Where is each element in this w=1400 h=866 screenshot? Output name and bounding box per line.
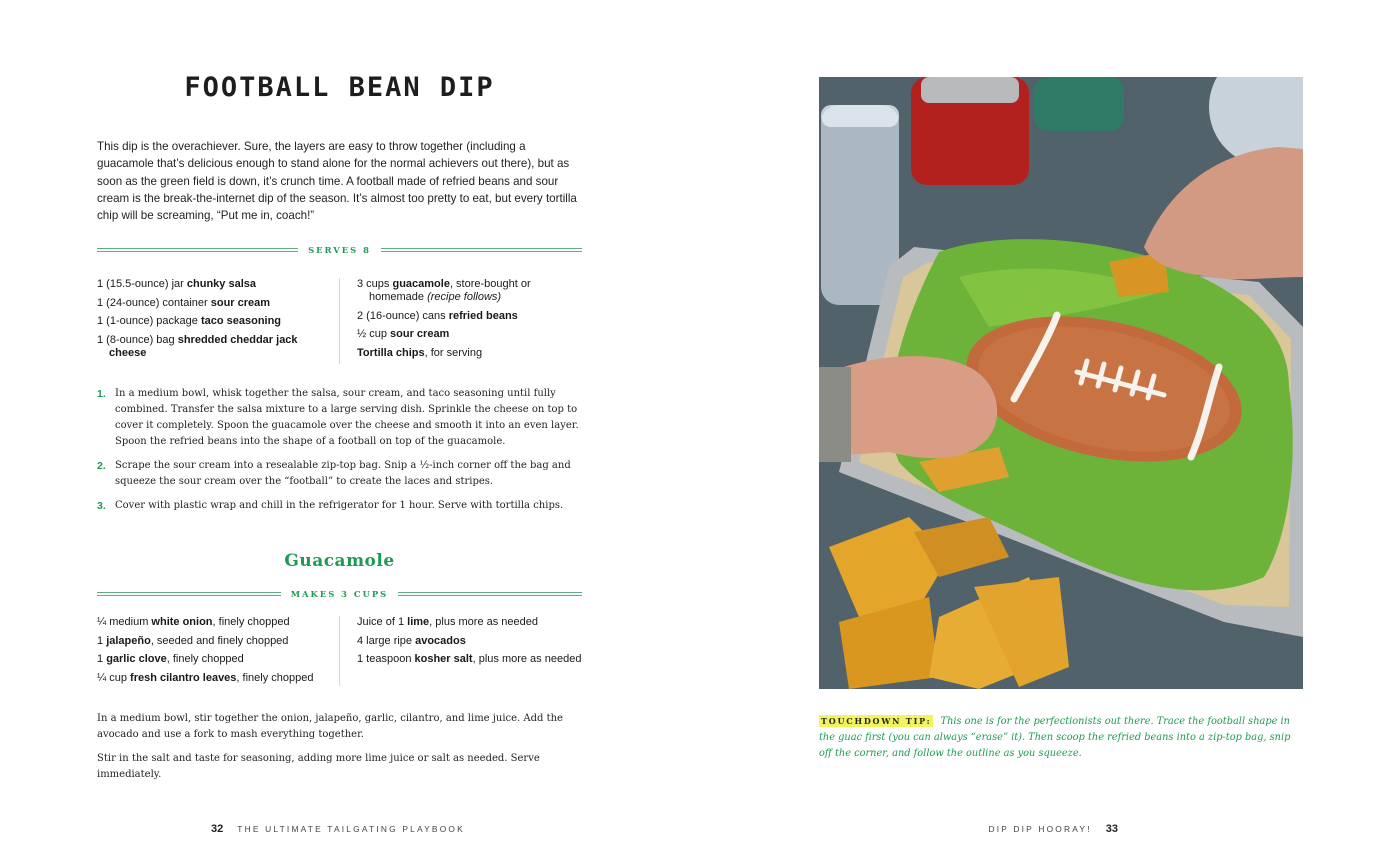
step-number: 2. bbox=[97, 460, 106, 472]
dip-ingredients bbox=[97, 278, 582, 364]
ingredient-item bbox=[97, 653, 331, 666]
step-text: Cover with plastic wrap and chill in the refrigerator for 1 hour. Serve with tortilla chips. bbox=[115, 500, 564, 511]
ingredient-item bbox=[357, 653, 582, 666]
divider-rule bbox=[97, 248, 298, 252]
divider-rule bbox=[398, 592, 582, 596]
ingredient-name: fresh cilantro leaves bbox=[130, 671, 237, 684]
recipe-intro: This dip is the overachiever. Sure, the layers are easy to throw together (including a guacamole that’s delicious enough to stand alone for the normal achievers out there), but as soon as the green field is down, it’s crunch time. A football made of refried beans and sour cream is the break-the-internet dip of the season. It’s almost too pretty to eat, but every tortilla chip will be screaming, “Put me in, coach!” bbox=[97, 140, 577, 223]
ingredient-quantity: 1 (24-ounce) container bbox=[97, 296, 211, 309]
ingredient-name: sour cream bbox=[210, 296, 271, 309]
ingredient-quantity: 2 (16-ounce) cans bbox=[357, 309, 449, 322]
ingredient-note: , plus more as needed bbox=[472, 653, 582, 665]
right-page bbox=[700, 0, 1400, 866]
ingredient-quantity: ¼ medium bbox=[97, 616, 152, 628]
ingredient-quantity: ½ cup bbox=[357, 328, 391, 340]
ingredient-item bbox=[357, 328, 582, 341]
ingredient-name: kosher salt bbox=[414, 653, 473, 665]
ingredient-name: Tortilla chips bbox=[357, 346, 425, 359]
page-number: 32 bbox=[211, 823, 224, 835]
ingredient-quantity: 1 (8-ounce) bag bbox=[97, 333, 178, 346]
ingredient-quantity: 3 cups bbox=[357, 278, 393, 290]
thermos-lid bbox=[921, 77, 1019, 103]
ingredient-item bbox=[97, 672, 331, 685]
step-number: 1. bbox=[97, 388, 106, 400]
ingredient-item bbox=[97, 616, 331, 629]
ingredient-quantity: 1 (15.5-ounce) jar bbox=[97, 278, 187, 290]
running-head: THE ULTIMATE TAILGATING PLAYBOOK bbox=[237, 824, 465, 834]
ingredient-item bbox=[97, 635, 331, 648]
ingredient-name: taco seasoning bbox=[200, 315, 282, 327]
ingredients-right-column bbox=[340, 278, 582, 364]
ingredient-italic-note: (recipe follows) bbox=[427, 291, 502, 303]
football-dip-photo bbox=[819, 77, 1303, 689]
guacamole-title: Guacamole bbox=[284, 551, 395, 571]
ingredient-name: refried beans bbox=[448, 309, 518, 322]
ingredient-quantity: Juice of 1 bbox=[357, 616, 408, 628]
divider-rule bbox=[381, 248, 582, 252]
ingredient-name: lime bbox=[407, 616, 430, 628]
method-paragraph: Stir in the salt and taste for seasoning, adding more lime juice or salt as needed. Serve immediately. bbox=[97, 753, 540, 780]
ingredient-name: garlic clove bbox=[106, 653, 167, 665]
ingredient-item bbox=[97, 334, 331, 360]
ingredient-note: , store-bought or homemade bbox=[369, 278, 531, 303]
running-head: DIP DIP HOORAY! bbox=[988, 824, 1092, 834]
guacamole-method bbox=[97, 711, 583, 791]
ingredient-item bbox=[357, 310, 582, 323]
left-folio bbox=[211, 823, 465, 835]
sweater-sleeve bbox=[819, 367, 851, 462]
guac-ingredients-left-column bbox=[97, 616, 340, 686]
ingredient-name: guacamole bbox=[392, 278, 450, 290]
ingredient-quantity: 1 bbox=[97, 634, 107, 647]
ingredients-left-column bbox=[97, 278, 340, 364]
cup-rim bbox=[821, 105, 899, 127]
ingredient-note: , finely chopped bbox=[236, 671, 314, 684]
makes-label: MAKES 3 CUPS bbox=[290, 589, 389, 599]
recipe-title: FOOTBALL BEAN DIP bbox=[184, 72, 495, 103]
ingredient-name: white onion bbox=[151, 616, 213, 628]
serves-label: SERVES 8 bbox=[308, 245, 371, 255]
touchdown-tip bbox=[819, 713, 1305, 762]
ingredient-item bbox=[97, 278, 331, 291]
divider-rule bbox=[97, 592, 281, 596]
step-text: In a medium bowl, whisk together the salsa, sour cream, and taco seasoning until fully combined. Transfer the salsa mixture to a large serving dish. Sprinkle the cheese on top to cover it completely. Spoon the guacamole over the cheese and smooth it into an even layer. Spoon the refried beans into the shape of a football on top of the guacamole. bbox=[115, 388, 579, 447]
serves-divider bbox=[97, 243, 582, 257]
ingredient-item bbox=[97, 297, 331, 310]
ingredient-name: chunky salsa bbox=[186, 278, 256, 290]
ingredient-note: , plus more as needed bbox=[429, 616, 539, 628]
right-folio bbox=[988, 823, 1118, 835]
ingredient-quantity: ¼ cup bbox=[97, 671, 131, 684]
ingredient-item bbox=[357, 278, 582, 304]
ingredient-item bbox=[97, 315, 331, 328]
guac-ingredients-right-column bbox=[340, 616, 582, 686]
method-paragraph: In a medium bowl, stir together the onion, jalapeño, garlic, cilantro, and lime juice. Add the avocado and use a fork to mash everything together. bbox=[97, 713, 563, 740]
makes-divider bbox=[97, 587, 582, 601]
ingredient-note: , seeded and finely chopped bbox=[150, 634, 289, 647]
ingredient-item bbox=[357, 635, 582, 648]
ingredient-quantity: 1 bbox=[97, 653, 107, 665]
recipe-step bbox=[97, 458, 583, 490]
ingredient-name: shredded cheddar jack cheese bbox=[109, 333, 298, 359]
ingredient-quantity: 1 teaspoon bbox=[357, 653, 415, 665]
recipe-step bbox=[97, 386, 583, 450]
ingredient-note: , finely chopped bbox=[212, 616, 290, 628]
page-number: 33 bbox=[1105, 823, 1118, 835]
recipe-steps bbox=[97, 386, 583, 522]
guacamole-ingredients bbox=[97, 616, 582, 686]
ingredient-name: jalapeño bbox=[106, 634, 151, 647]
step-number: 3. bbox=[97, 500, 106, 512]
ingredient-note: , finely chopped bbox=[166, 653, 244, 665]
tip-label: TOUCHDOWN TIP: bbox=[821, 716, 932, 726]
ingredient-note: , for serving bbox=[424, 346, 483, 359]
ingredient-item bbox=[357, 347, 582, 360]
green-thermos bbox=[1034, 77, 1124, 131]
ingredient-item bbox=[357, 616, 582, 629]
step-text: Scrape the sour cream into a resealable zip-top bag. Snip a ½-inch corner off the bag and squeeze the sour cream over the “football” to create the laces and stripes. bbox=[115, 460, 571, 487]
ingredient-name: avocados bbox=[415, 634, 466, 647]
recipe-step bbox=[97, 498, 583, 514]
ingredient-quantity: 1 (1-ounce) package bbox=[97, 315, 201, 327]
photo-illustration bbox=[819, 77, 1303, 689]
ingredient-name: sour cream bbox=[390, 328, 450, 340]
tip-text: This one is for the perfectionists out there. Trace the football shape in the guac first (you can always “erase” it). Then scoop the refried beans into a zip-top bag, snip off the corner, and follow the outline as you squeeze. bbox=[819, 716, 1291, 759]
ingredient-quantity: 4 large ripe bbox=[357, 634, 416, 647]
